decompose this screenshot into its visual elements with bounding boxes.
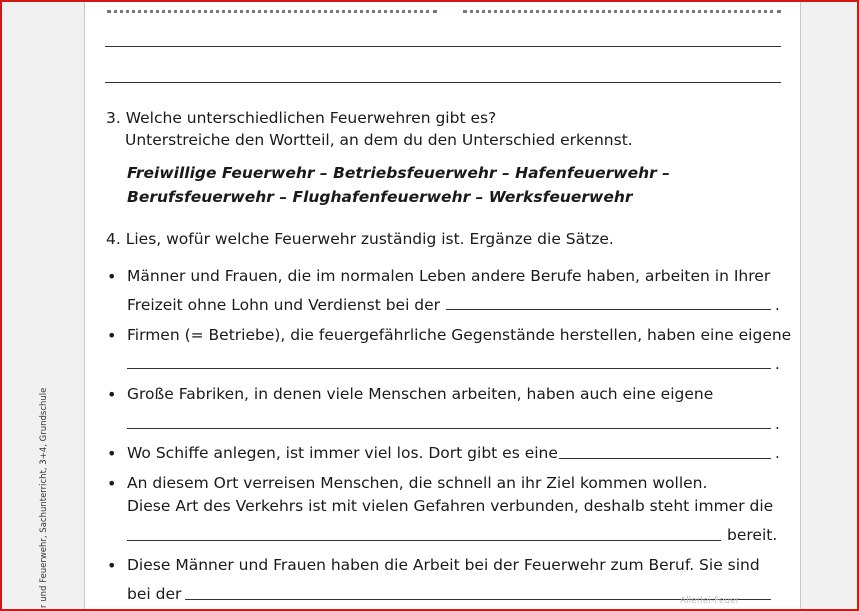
bullet: • xyxy=(107,326,117,345)
item2-line1: Firmen (= Betriebe), die feuergefährliche Gegenstände herstellen, haben eine eigene xyxy=(127,326,792,344)
bullet: • xyxy=(107,444,117,463)
fill-in-blank[interactable] xyxy=(559,458,771,459)
item3-line1: Große Fabriken, in denen viele Menschen arbeiten, haben auch eine eigene xyxy=(127,385,714,403)
period: . xyxy=(775,444,780,462)
period: . xyxy=(775,296,780,314)
task4-question: 4. Lies, wofür welche Feuerwehr zuständig ist. Ergänze die Sätze. xyxy=(106,230,614,248)
item5-line3-end: bereit. xyxy=(727,526,778,544)
decorative-border-right xyxy=(463,4,781,13)
answer-line-1 xyxy=(105,46,781,47)
bullet: • xyxy=(107,385,117,404)
period: . xyxy=(775,415,780,433)
answer-line-2 xyxy=(105,82,781,83)
item1-line2: Freizeit ohne Lohn und Verdienst bei der xyxy=(127,296,441,314)
right-margin xyxy=(800,2,857,609)
worksheet-page xyxy=(84,2,801,609)
margin-source-text: r und Feuerwehr, Sachunterricht, 3+4, Grundschule xyxy=(39,387,49,608)
task3-list-line1: Freiwillige Feuerwehr – Betriebsfeuerwehr – Hafenfeuerwehr – xyxy=(127,164,670,182)
bullet: • xyxy=(107,556,117,575)
decorative-border-left xyxy=(107,4,437,13)
fill-in-blank[interactable] xyxy=(127,540,721,541)
fill-in-blank[interactable] xyxy=(127,428,771,429)
bullet: • xyxy=(107,474,117,493)
task3-list-line2: Berufsfeuerwehr – Flughafenfeuerwehr – Werksfeuerwehr xyxy=(127,188,633,206)
item5-line1: An diesem Ort verreisen Menschen, die schnell an ihr Ziel kommen wollen. xyxy=(127,474,708,492)
fill-in-blank[interactable] xyxy=(127,368,771,369)
item6-line2: bei der xyxy=(127,585,182,603)
period: . xyxy=(775,355,780,373)
watermark: Allerlei-Feuer xyxy=(680,596,740,606)
fill-in-blank[interactable] xyxy=(446,309,771,310)
item5-line2: Diese Art des Verkehrs ist mit vielen Gefahren verbunden, deshalb steht immer die xyxy=(127,497,774,515)
item6-line1: Diese Männer und Frauen haben die Arbeit bei der Feuerwehr zum Beruf. Sie sind xyxy=(127,556,760,574)
item1-line1: Männer und Frauen, die im normalen Leben andere Berufe haben, arbeiten in Ihrer xyxy=(127,267,771,285)
left-margin xyxy=(2,2,84,609)
bullet: • xyxy=(107,267,117,286)
task3-question: 3. Welche unterschiedlichen Feuerwehren gibt es? xyxy=(106,109,497,127)
task3-instruction: Unterstreiche den Wortteil, an dem du den Unterschied erkennst. xyxy=(125,131,633,149)
item4-line1: Wo Schiffe anlegen, ist immer viel los. Dort gibt es eine xyxy=(127,444,558,462)
